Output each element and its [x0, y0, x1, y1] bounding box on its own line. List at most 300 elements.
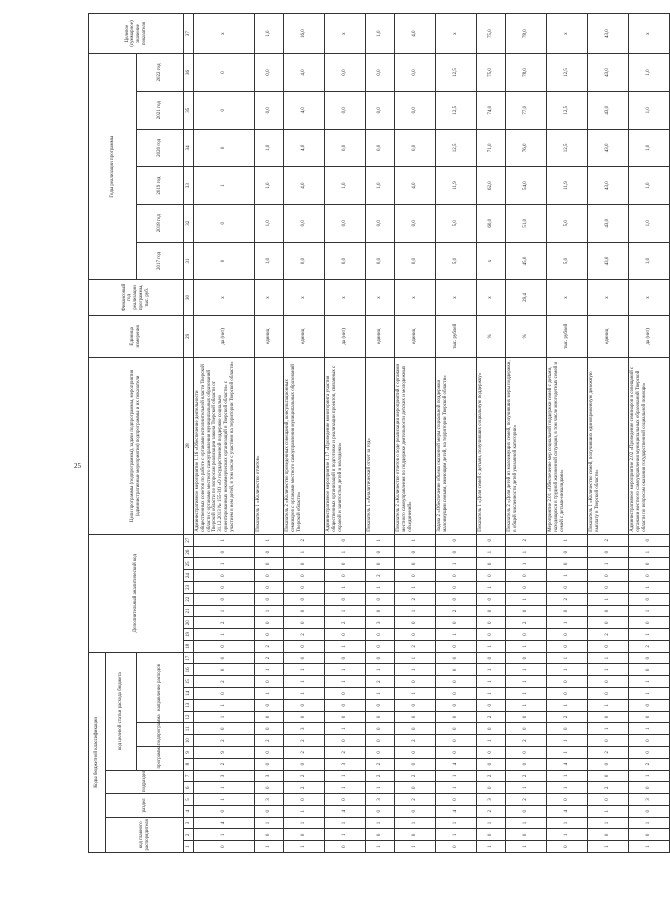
- code-cell: 0: [629, 805, 670, 817]
- code-cell: 1: [395, 841, 436, 853]
- table-row: [588, 14, 629, 853]
- code-cell: 0: [506, 582, 547, 594]
- code-cell: 0: [284, 558, 325, 570]
- code-cell: 2: [588, 629, 629, 641]
- code-cell: 0: [588, 582, 629, 594]
- code-cell: 0: [325, 593, 366, 605]
- code-cell: 0: [506, 805, 547, 817]
- table-row: [547, 14, 588, 853]
- unit-cell: единиц: [395, 315, 436, 357]
- code-cell: 0: [284, 829, 325, 841]
- code-cell: 0: [436, 546, 477, 558]
- year-value-cell: 0,0: [325, 204, 366, 242]
- code-cell: 1: [506, 546, 547, 558]
- table-row: [506, 14, 547, 853]
- code-cell: 0: [629, 711, 670, 723]
- code-cell: 0: [194, 688, 255, 700]
- year-header: 2017 год: [137, 242, 184, 280]
- code-cell: 0: [477, 829, 506, 841]
- program-indicators-table: [88, 13, 670, 853]
- target-value-cell: 1,0: [255, 14, 284, 54]
- code-cell: 0: [255, 711, 284, 723]
- code-cell: 0: [395, 758, 436, 770]
- year-value-cell: 43,0: [588, 167, 629, 205]
- year-value-cell: 12,5: [547, 91, 588, 129]
- code-cell: 0: [255, 699, 284, 711]
- goal-cell: Показатель 1 «Количество отчетов»: [255, 358, 284, 535]
- code-cell: 1: [255, 605, 284, 617]
- column-number: 19: [184, 629, 194, 641]
- code-cell: 0: [194, 664, 255, 676]
- code-cell: 0: [255, 582, 284, 594]
- year-value-cell: 12,5: [436, 54, 477, 92]
- code-cell: 1: [255, 817, 284, 829]
- code-cell: 1: [325, 582, 366, 594]
- code-cell: 1: [506, 817, 547, 829]
- code-cell: 2: [194, 676, 255, 688]
- year-value-cell: 0,0: [284, 242, 325, 280]
- code-cell: 0: [629, 735, 670, 747]
- code-cell: 0: [477, 629, 506, 641]
- code-cell: 1: [366, 534, 395, 546]
- funding-cell: х: [547, 280, 588, 315]
- year-value-cell: 76,0: [506, 129, 547, 167]
- code-cell: 3: [255, 770, 284, 782]
- code-cell: 0: [477, 723, 506, 735]
- code-cell: 0: [366, 735, 395, 747]
- code-cell: 1: [284, 676, 325, 688]
- code-cell: 1: [547, 652, 588, 664]
- code-cell: 0: [477, 617, 506, 629]
- table-row: [477, 14, 506, 853]
- target-value-cell: х: [194, 14, 255, 54]
- funding-cell: х: [325, 280, 366, 315]
- code-cell: 1: [629, 605, 670, 617]
- subsection-header: подраздел: [106, 770, 184, 794]
- code-cell: 1: [477, 735, 506, 747]
- unit-cell: единиц: [366, 315, 395, 357]
- header-row-1: [89, 14, 106, 853]
- code-cell: 2: [477, 770, 506, 782]
- year-value-cell: 0: [194, 242, 255, 280]
- code-cell: 1: [395, 817, 436, 829]
- code-cell: 0: [629, 699, 670, 711]
- program-header: программа: [137, 746, 184, 770]
- code-cell: 0: [284, 711, 325, 723]
- code-cell: 0: [477, 534, 506, 546]
- code-cell: 2: [366, 758, 395, 770]
- target-value-cell: 75,0: [477, 14, 506, 54]
- year-value-cell: 0,0: [366, 54, 395, 92]
- funding-cell: х: [366, 280, 395, 315]
- year-value-cell: 0,0: [255, 91, 284, 129]
- code-cell: 0: [284, 593, 325, 605]
- code-cell: 2: [284, 629, 325, 641]
- year-value-cell: 4,0: [284, 54, 325, 92]
- code-cell: 0: [255, 829, 284, 841]
- target-value-cell: х: [436, 14, 477, 54]
- code-cell: 2: [255, 735, 284, 747]
- column-number: 1: [184, 841, 194, 853]
- column-number: 6: [184, 782, 194, 794]
- column-number: 30: [184, 280, 194, 315]
- code-cell: 0: [547, 640, 588, 652]
- code-cell: 1: [506, 688, 547, 700]
- code-cell: 0: [284, 570, 325, 582]
- code-cell: 0: [436, 617, 477, 629]
- code-cell: 1: [588, 593, 629, 605]
- code-cell: 0: [284, 652, 325, 664]
- column-number: 7: [184, 770, 194, 782]
- column-number: 27: [184, 534, 194, 546]
- code-cell: 9: [194, 746, 255, 758]
- code-cell: 1: [629, 688, 670, 700]
- code-cell: 0: [255, 558, 284, 570]
- code-cell: 0: [436, 640, 477, 652]
- code-cell: 1: [255, 664, 284, 676]
- code-cell: 1: [194, 534, 255, 546]
- code-cell: 1: [547, 570, 588, 582]
- code-cell: 0: [366, 605, 395, 617]
- code-cell: 0: [194, 723, 255, 735]
- code-cell: 1: [395, 534, 436, 546]
- year-value-cell: 60,0: [477, 204, 506, 242]
- code-cell: 1: [284, 664, 325, 676]
- year-value-cell: 1,0: [255, 242, 284, 280]
- code-cell: 2: [588, 782, 629, 794]
- main-manager-header: код главного распорядителя: [106, 817, 184, 852]
- funding-cell: х: [629, 280, 670, 315]
- unit-cell: да (нет): [629, 315, 670, 357]
- column-number: 34: [184, 129, 194, 167]
- code-cell: 1: [194, 782, 255, 794]
- target-header: Целевое (суммарное) значение показателя: [89, 14, 184, 54]
- year-value-cell: 5,0: [547, 204, 588, 242]
- code-cell: 1: [629, 817, 670, 829]
- code-cell: 0: [477, 746, 506, 758]
- year-value-cell: 77,0: [506, 91, 547, 129]
- code-cell: 0: [436, 676, 477, 688]
- code-cell: 0: [284, 758, 325, 770]
- year-value-cell: 1,0: [325, 167, 366, 205]
- code-cell: 1: [477, 582, 506, 594]
- code-cell: 2: [284, 782, 325, 794]
- column-number: 2: [184, 829, 194, 841]
- code-cell: 1: [194, 605, 255, 617]
- code-cell: 0: [395, 699, 436, 711]
- goal-cell: Административное мероприятие 1.16 «Обеспечение деятельности общественных советов по работе с органами исполнительной власти Тверской области с органами местного самоуправления муниципальных образований Тверской области по вопросам реализации закона Тверской области от 31.12.2013 № 155-ЗО «О государственной поддержке социально ориентированных некоммерческих организаций в Тверской области» с участием в нем детей, в том числе с участием на территории Тверской области»: [194, 358, 255, 535]
- code-cell: 0: [436, 794, 477, 806]
- code-cell: 2: [366, 770, 395, 782]
- code-cell: 0: [436, 593, 477, 605]
- subprogram-header: подпрограмма: [137, 723, 184, 747]
- code-cell: 2: [325, 746, 366, 758]
- code-cell: 0: [325, 711, 366, 723]
- code-cell: 0: [395, 829, 436, 841]
- code-cell: 4: [325, 805, 366, 817]
- table-row: [255, 14, 284, 853]
- year-header: 2019 год: [137, 167, 184, 205]
- code-cell: 0: [506, 652, 547, 664]
- code-cell: 1: [436, 558, 477, 570]
- code-cell: 0: [395, 805, 436, 817]
- code-cell: 1: [366, 688, 395, 700]
- column-number: 24: [184, 570, 194, 582]
- funding-cell: х: [395, 280, 436, 315]
- code-cell: 1: [547, 782, 588, 794]
- code-cell: 0: [366, 652, 395, 664]
- code-cell: 0: [629, 570, 670, 582]
- code-cell: 1: [547, 746, 588, 758]
- code-cell: 1: [506, 664, 547, 676]
- column-number: 37: [184, 14, 194, 54]
- code-cell: 0: [588, 617, 629, 629]
- code-cell: 0: [588, 711, 629, 723]
- code-cell: 2: [477, 711, 506, 723]
- code-cell: 0: [325, 652, 366, 664]
- table-row: [325, 14, 366, 853]
- code-cell: 0: [629, 558, 670, 570]
- year-value-cell: 12,5: [436, 91, 477, 129]
- goal-cell: Показатель 1 «Количество семей, получивших единовременную денежную выплату в Тверской области»: [588, 358, 629, 535]
- code-cell: 0: [255, 805, 284, 817]
- code-cell: 0: [588, 570, 629, 582]
- code-cell: 3: [194, 770, 255, 782]
- code-cell: 0: [547, 605, 588, 617]
- code-cell: 1: [325, 664, 366, 676]
- year-header: 2021 год: [137, 91, 184, 129]
- year-value-cell: 0,0: [395, 242, 436, 280]
- year-value-cell: 4,0: [284, 91, 325, 129]
- column-number: 3: [184, 817, 194, 829]
- code-cell: 0: [325, 629, 366, 641]
- code-cell: 0: [366, 699, 395, 711]
- code-cell: 1: [255, 841, 284, 853]
- code-cell: 1: [436, 770, 477, 782]
- code-cell: 4: [547, 805, 588, 817]
- code-cell: 0: [395, 723, 436, 735]
- page-number: 25: [74, 462, 81, 470]
- year-value-cell: 0,0: [325, 54, 366, 92]
- code-cell: 2: [547, 711, 588, 723]
- column-number: 22: [184, 593, 194, 605]
- code-cell: 0: [284, 617, 325, 629]
- target-value-cell: х: [629, 14, 670, 54]
- code-cell: 2: [255, 652, 284, 664]
- unit-cell: тыс. рублей: [436, 315, 477, 357]
- code-cell: 2: [395, 770, 436, 782]
- code-cell: 0: [255, 758, 284, 770]
- goal-cell: Показатель 2 «Количество отчетов о ходе реализации мероприятий с органами местного самоуправления по поддержке деятельности детских и молодежных объединений»: [395, 358, 436, 535]
- years-header: Годы реализации программы: [89, 54, 137, 280]
- code-cell: 0: [436, 723, 477, 735]
- year-value-cell: 12,5: [436, 129, 477, 167]
- goal-cell: Мероприятие 2.01 «Обеспечение мер социальной поддержки семей с детьми, находящихся в трудной жизненной ситуации, в том числе многодетных семей и семей с детьми-инвалидами»: [547, 358, 588, 535]
- year-value-cell: 0,0: [255, 54, 284, 92]
- year-value-cell: 1,0: [629, 129, 670, 167]
- code-cell: 1: [588, 817, 629, 829]
- code-cell: 0: [436, 841, 477, 853]
- year-value-cell: 1: [194, 167, 255, 205]
- code-cell: 1: [477, 676, 506, 688]
- code-cell: 0: [366, 593, 395, 605]
- code-cell: 0: [477, 758, 506, 770]
- code-cell: 1: [629, 546, 670, 558]
- code-cell: 0: [506, 711, 547, 723]
- column-number: 32: [184, 204, 194, 242]
- code-cell: 2: [629, 640, 670, 652]
- code-cell: 1: [436, 817, 477, 829]
- code-cell: 3: [284, 723, 325, 735]
- target-value-cell: 16,0: [284, 14, 325, 54]
- code-cell: 1: [477, 546, 506, 558]
- code-cell: 1: [477, 664, 506, 676]
- code-cell: 0: [588, 640, 629, 652]
- code-cell: 0: [366, 805, 395, 817]
- code-cell: 1: [325, 605, 366, 617]
- code-cell: 2: [194, 617, 255, 629]
- code-cell: 0: [629, 782, 670, 794]
- year-value-cell: 0,0: [395, 54, 436, 92]
- year-value-cell: 1,0: [255, 129, 284, 167]
- column-number: 28: [184, 358, 194, 535]
- code-cell: 0: [194, 805, 255, 817]
- code-cell: 0: [194, 652, 255, 664]
- code-cell: 1: [395, 652, 436, 664]
- code-cell: 2: [506, 794, 547, 806]
- code-cell: 1: [477, 841, 506, 853]
- year-value-cell: 1,0: [366, 167, 395, 205]
- code-cell: 0: [366, 829, 395, 841]
- column-number: 36: [184, 54, 194, 92]
- funding-header: Финансовый год реализации программы, тыс. руб.: [89, 280, 184, 315]
- code-cell: 2: [284, 746, 325, 758]
- year-value-cell: 0,0: [395, 204, 436, 242]
- year-value-cell: 12,5: [547, 54, 588, 92]
- code-cell: 2: [588, 746, 629, 758]
- code-cell: 0: [506, 570, 547, 582]
- code-cell: 1: [366, 582, 395, 594]
- code-cell: 0: [547, 558, 588, 570]
- goal-cell: Задача 2 «Обеспечение объема оказанной меры социальной поддержки малоимущим семьям, имеющим детей, на территории Тверской области»: [436, 358, 477, 535]
- code-cell: 2: [395, 593, 436, 605]
- year-value-cell: 11,9: [436, 167, 477, 205]
- rotated-table-container: [82, 0, 652, 905]
- column-number: 14: [184, 688, 194, 700]
- code-cell: 0: [506, 629, 547, 641]
- code-cell: 1: [325, 817, 366, 829]
- funding-cell: х: [284, 280, 325, 315]
- code-cell: 2: [284, 534, 325, 546]
- code-cell: 0: [506, 829, 547, 841]
- code-cell: 0: [436, 582, 477, 594]
- code-cell: 1: [255, 688, 284, 700]
- code-cell: 4: [436, 805, 477, 817]
- unit-cell: %: [506, 315, 547, 357]
- code-cell: 2: [588, 534, 629, 546]
- code-cell: 1: [477, 640, 506, 652]
- code-cell: 0: [395, 782, 436, 794]
- code-cell: 0: [477, 782, 506, 794]
- year-value-cell: 1,0: [629, 54, 670, 92]
- code-cell: 0: [436, 699, 477, 711]
- code-cell: 2: [506, 735, 547, 747]
- column-number: 8: [184, 758, 194, 770]
- code-cell: 3: [629, 794, 670, 806]
- direction-header: направление расходов: [137, 652, 184, 723]
- code-cell: 1: [366, 841, 395, 853]
- year-value-cell: 5,0: [436, 242, 477, 280]
- code-cell: 3: [255, 794, 284, 806]
- code-cell: 0: [284, 640, 325, 652]
- code-cell: 2: [284, 735, 325, 747]
- funding-cell: х: [436, 280, 477, 315]
- funding-cell: х: [194, 280, 255, 315]
- code-cell: 1: [366, 664, 395, 676]
- code-cell: 0: [436, 735, 477, 747]
- code-cell: 1: [194, 699, 255, 711]
- code-cell: 0: [629, 534, 670, 546]
- year-value-cell: 0,0: [325, 91, 366, 129]
- year-value-cell: 5,0: [547, 242, 588, 280]
- code-cell: 1: [506, 558, 547, 570]
- unit-cell: единиц: [284, 315, 325, 357]
- code-cell: 2: [395, 735, 436, 747]
- year-value-cell: 0: [194, 204, 255, 242]
- code-cell: 1: [284, 688, 325, 700]
- column-number: 33: [184, 167, 194, 205]
- year-value-cell: 0,0: [366, 204, 395, 242]
- code-cell: 0: [366, 746, 395, 758]
- code-cell: 2: [284, 770, 325, 782]
- code-cell: 1: [629, 770, 670, 782]
- code-cell: 2: [506, 534, 547, 546]
- goal-cell: Показатель 2 «Количество проведенных совещаний, консультационных семинаров с органами местного самоуправления муниципальных образований Тверской области»: [284, 358, 325, 535]
- code-cell: 2: [395, 794, 436, 806]
- table-row: [194, 14, 255, 853]
- code-cell: 2: [547, 593, 588, 605]
- code-cell: 1: [366, 782, 395, 794]
- unit-cell: да (нет): [325, 315, 366, 357]
- code-cell: 2: [506, 617, 547, 629]
- code-cell: 1: [547, 817, 588, 829]
- code-cell: 2: [506, 770, 547, 782]
- code-cell: 1: [547, 534, 588, 546]
- code-cell: 1: [547, 664, 588, 676]
- code-cell: 0: [588, 770, 629, 782]
- column-number-row: [184, 14, 194, 853]
- year-value-cell: 43,0: [588, 204, 629, 242]
- code-cell: 0: [629, 829, 670, 841]
- rotated-page: [82, 0, 652, 905]
- year-value-cell: 0: [194, 54, 255, 92]
- code-cell: 1: [395, 582, 436, 594]
- code-cell: 1: [547, 829, 588, 841]
- code-cell: 1: [284, 841, 325, 853]
- target-value-cell: х: [547, 14, 588, 54]
- goal-cell: Показатель 1 «Аналитический отчет за год»: [366, 358, 395, 535]
- code-cell: 1: [194, 711, 255, 723]
- code-cell: 2: [477, 805, 506, 817]
- code-cell: 1: [395, 605, 436, 617]
- code-cell: 0: [436, 652, 477, 664]
- code-cell: 0: [395, 546, 436, 558]
- code-cell: 1: [588, 723, 629, 735]
- year-value-cell: 62,0: [477, 167, 506, 205]
- code-cell: 1: [588, 664, 629, 676]
- code-cell: 2: [194, 735, 255, 747]
- code-cell: 0: [395, 558, 436, 570]
